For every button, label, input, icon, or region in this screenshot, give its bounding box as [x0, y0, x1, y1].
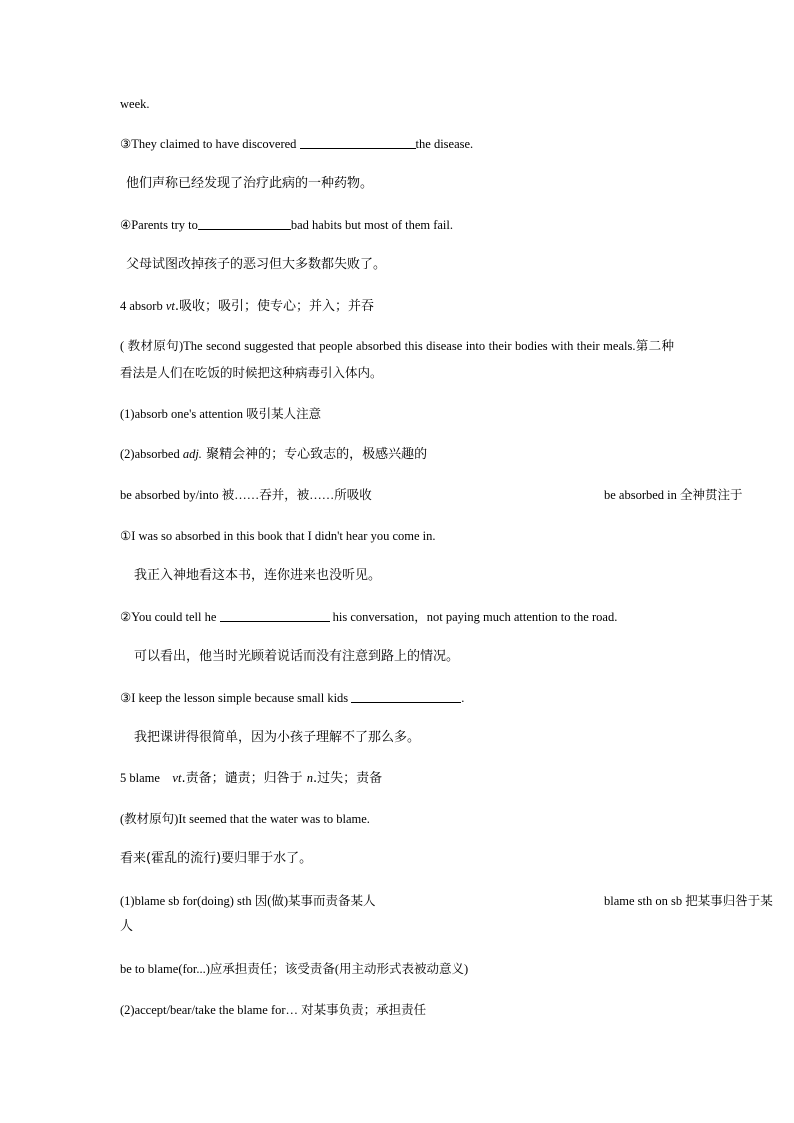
- phrase-line: [120, 444, 680, 465]
- fill-in-blank[interactable]: [300, 135, 416, 149]
- translation-line: [134, 728, 694, 748]
- phrase-text: 人: [120, 919, 134, 934]
- exercise-sentence: [120, 688, 680, 708]
- translation-text: 看来(霍乱的流行)要归罪于水了。: [120, 851, 313, 866]
- translation-text: 他们声称已经发现了治疗此病的一种药物。: [126, 176, 374, 191]
- quote-text: (教材原句)It seemed that the water was to blame.: [120, 812, 370, 826]
- vocab-meaning: .过失；责备: [312, 771, 383, 786]
- exercise-sentence: [120, 607, 680, 627]
- sentence-start: ②You could tell he: [120, 610, 220, 624]
- translation-line: [134, 647, 694, 667]
- part-of-speech: n: [306, 771, 313, 785]
- example-sentence: [120, 526, 680, 546]
- phrase-line: [120, 404, 680, 424]
- textbook-quote: [120, 809, 680, 829]
- sentence-start: ③I keep the lesson simple because small kids: [120, 691, 352, 705]
- fill-in-blank[interactable]: [351, 689, 461, 703]
- translation-line: [126, 255, 686, 275]
- fill-in-blank[interactable]: [220, 608, 330, 622]
- phrase-word: (2)absorbed: [120, 447, 183, 461]
- sentence-start: ③They claimed to have discovered: [120, 137, 300, 151]
- sentence-end: the disease.: [415, 137, 474, 151]
- translation-text: 我把课讲得很简单，因为小孩子理解不了那么多。: [134, 730, 421, 745]
- part-of-speech: adj.: [182, 447, 202, 461]
- part-of-speech: vt: [172, 771, 182, 785]
- textbook-quote: [120, 333, 674, 387]
- phrase-text-right: be absorbed in 全神贯注于: [604, 488, 743, 502]
- vocab-word: 5 blame: [120, 771, 173, 785]
- sentence-end: his conversation，not paying much attention to the road.: [329, 610, 618, 624]
- exercise-sentence: [120, 134, 680, 154]
- phrase-pair-line: [120, 891, 773, 911]
- phrase-text-right: blame sth on sb 把某事归咎于某: [604, 894, 773, 908]
- translation-line: [134, 566, 694, 586]
- phrase-meaning: 聚精会神的；专心致志的，极感兴趣的: [201, 447, 428, 462]
- line-text: week.: [120, 97, 150, 111]
- quote-text: ( 教材原句)The second suggested that people absorbed this disease into their bodies with their meals.第二种看法是人们在吃饭的时候把这种病毒引入体内。: [120, 339, 674, 380]
- phrase-pair-line: [120, 485, 743, 505]
- sentence-start: ④Parents try to: [120, 218, 198, 232]
- phrase-line: [120, 1000, 680, 1020]
- translation-text: 我正入神地看这本书，连你进来也没听见。: [134, 568, 382, 583]
- translation-line: [120, 849, 680, 869]
- exercise-sentence: [120, 215, 680, 235]
- translation-line: [126, 174, 686, 194]
- vocab-heading: [120, 296, 680, 317]
- vocab-meaning: .吸收；吸引；使专心；并入；并吞: [174, 299, 374, 314]
- vocab-heading: [120, 768, 680, 789]
- sentence-end: bad habits but most of them fail.: [290, 218, 454, 232]
- part-of-speech: vt: [165, 299, 175, 313]
- translation-text: 可以看出，他当时光顾着说话而没有注意到路上的情况。: [134, 649, 460, 664]
- phrase-line: [120, 959, 680, 979]
- phrase-continuation: [120, 917, 680, 937]
- translation-text: 父母试图改掉孩子的恶习但大多数都失败了。: [126, 257, 387, 272]
- sentence-end: .: [461, 691, 465, 705]
- phrase-text: be to blame(for...)应承担责任；该受责备(用主动形式表被动意义): [120, 962, 469, 976]
- vocab-meaning: .责备；谴责；归咎于: [181, 771, 307, 786]
- vocab-word: 4 absorb: [120, 299, 166, 313]
- text-line: [120, 94, 680, 114]
- fill-in-blank[interactable]: [198, 216, 291, 230]
- example-text: ①I was so absorbed in this book that I didn't hear you come in.: [120, 529, 436, 543]
- phrase-text-left: (1)blame sb for(doing) sth 因(做)某事而责备某人: [120, 894, 376, 908]
- phrase-text: (1)absorb one's attention 吸引某人注意: [120, 407, 322, 421]
- phrase-text-left: be absorbed by/into 被……吞并，被……所吸收: [120, 488, 372, 502]
- phrase-text: (2)accept/bear/take the blame for… 对某事负责；承担责任: [120, 1003, 427, 1017]
